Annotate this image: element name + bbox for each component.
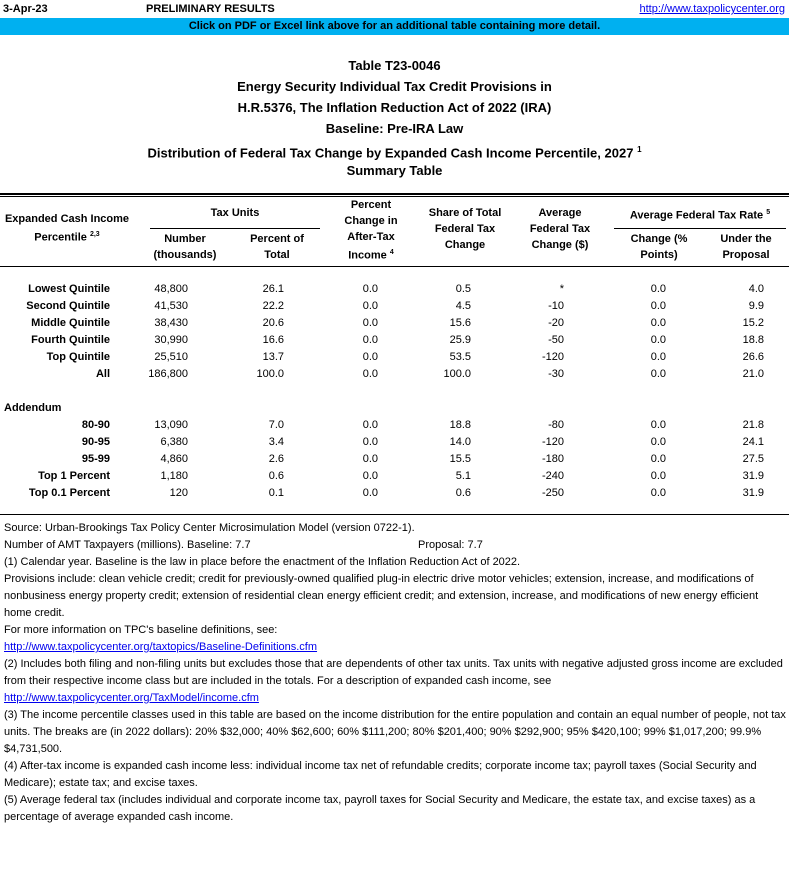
col-average-rate-group: Average Federal Tax Rate $^5$ (629, 209, 771, 222)
cell-rate-change: 0.0 (650, 453, 666, 465)
table-row (0, 485, 764, 502)
info-banner: Click on PDF or Excel link above for an additional table containing more detail. (0, 18, 789, 35)
cell-pct-change: 0.0 (362, 487, 378, 499)
footnote-1: (1) Calendar year. Baseline is the law in place before the enactment of the Inflation Reduction Act of 2022. (4, 556, 521, 568)
cell-avg-change: -30 (548, 368, 564, 380)
cell-share: 15.6 (449, 317, 471, 329)
cell-pct-change: 0.0 (362, 317, 378, 329)
col-average-change: Average Federal Tax Change ($) (529, 207, 591, 251)
cell-number: 1,180 (160, 470, 188, 482)
col-tax-units-group: Tax Units (210, 207, 260, 219)
average-rate-underline (614, 228, 786, 229)
cell-number: 30,990 (154, 334, 188, 346)
cell-pct-total: 3.4 (268, 436, 284, 448)
col-under-proposal: Under the Proposal (720, 233, 772, 261)
row-label: Lowest Quintile (28, 283, 110, 295)
cell-share: 0.6 (455, 487, 471, 499)
title-line-5: Distribution of Federal Tax Change by Expanded Cash Income Percentile, 2027 $^1$ (147, 145, 642, 161)
cell-rate-change: 0.0 (650, 436, 666, 448)
baseline-definitions-link[interactable]: http://www.taxpolicycenter.org/taxtopics/Baseline-Definitions.cfm (4, 641, 318, 653)
cell-number: 13,090 (154, 419, 188, 431)
cell-under: 18.8 (742, 334, 764, 346)
footnote-2: (2) Includes both filing and non-filing units but excludes those that are dependents of other tax units. Tax units with negative adjusted gross income are excluded from their respective income class but are included in the totals. For a description of expanded cash income, see (4, 658, 783, 687)
cell-pct-change: 0.0 (362, 453, 378, 465)
cell-avg-change: * (559, 283, 564, 295)
table-row (0, 332, 764, 349)
cell-pct-total: 20.6 (262, 317, 284, 329)
cell-rate-change: 0.0 (650, 334, 666, 346)
footnote-3: (3) The income percentile classes used in this table are based on the income distribution for the entire population and contain an equal number of people, not tax units. The breaks are (in 2022 dollars): 20% $32,000; 40% $62,600; 60% $111,200; 80% $201,400; 90% $292,900; 95% $420,100; 99% $1,017,200; 99.9% $4,731,500. (4, 709, 786, 755)
cell-rate-change: 0.0 (650, 487, 666, 499)
more-info-note: For more information on TPC's baseline definitions, see: (4, 624, 278, 636)
summary-table-label: Summary Table (346, 163, 443, 178)
cell-rate-change: 0.0 (650, 470, 666, 482)
cell-number: 120 (169, 487, 188, 499)
baseline-line: Baseline: Pre-IRA Law (325, 121, 464, 136)
header-top-rule (0, 193, 789, 195)
cell-avg-change: -250 (541, 487, 564, 499)
cell-avg-change: -50 (548, 334, 564, 346)
cell-share: 0.5 (455, 283, 471, 295)
preliminary-label: PRELIMINARY RESULTS (146, 3, 275, 15)
row-label: Second Quintile (26, 300, 110, 312)
cell-pct-total: 0.6 (268, 470, 284, 482)
cell-share: 18.8 (449, 419, 471, 431)
cell-pct-total: 26.1 (262, 283, 284, 295)
title-line-3: H.R.5376, The Inflation Reduction Act of 2022 (IRA) (237, 100, 552, 115)
cell-under: 15.2 (742, 317, 764, 329)
table-row (0, 417, 764, 434)
cell-pct-change: 0.0 (362, 283, 378, 295)
cell-pct-total: 2.6 (268, 453, 284, 465)
table-id: Table T23-0046 (348, 58, 441, 73)
cell-share: 15.5 (449, 453, 471, 465)
income-definition-link[interactable]: http://www.taxpolicycenter.org/TaxModel/income.cfm (4, 692, 259, 704)
cell-under: 9.9 (748, 300, 764, 312)
table-row-total (0, 366, 764, 383)
col-share-total: Share of Total Federal Tax Change (428, 207, 502, 251)
cell-under: 31.9 (742, 487, 764, 499)
footnotes (4, 520, 786, 826)
col-number: Number (thousands) (153, 233, 217, 261)
cell-number: 186,800 (148, 368, 188, 380)
title-line-2: Energy Security Individual Tax Credit Provisions in (237, 79, 552, 94)
cell-under: 21.8 (742, 419, 764, 431)
cell-number: 6,380 (160, 436, 188, 448)
cell-under: 21.0 (742, 368, 764, 380)
col-percent-total: Percent of Total (250, 233, 304, 261)
cell-share: 100.0 (443, 368, 471, 380)
cell-pct-total: 13.7 (262, 351, 284, 363)
cell-number: 4,860 (160, 453, 188, 465)
table-row (0, 281, 764, 298)
cell-number: 48,800 (154, 283, 188, 295)
cell-avg-change: -10 (548, 300, 564, 312)
col-income-group: Expanded Cash Income Percentile $^{2,3}$ (4, 213, 130, 244)
cell-rate-change: 0.0 (650, 351, 666, 363)
table-row (0, 468, 764, 485)
cell-rate-change: 0.0 (650, 419, 666, 431)
cell-pct-change: 0.0 (362, 436, 378, 448)
tpc-website-link[interactable]: http://www.taxpolicycenter.org (639, 3, 785, 15)
table-row (0, 349, 764, 366)
cell-share: 14.0 (449, 436, 471, 448)
cell-pct-change: 0.0 (362, 351, 378, 363)
cell-rate-change: 0.0 (650, 368, 666, 380)
cell-share: 5.1 (455, 470, 471, 482)
provisions-note: Provisions include: clean vehicle credit; credit for previously-owned qualified plug-in electric drive motor vehicles; extension, increase, and modifications of nonbusiness energy property credit; extension of residential clean energy efficient credit; and extension, increase, and modifications of new energy efficient home credit. (4, 573, 759, 619)
source-note: Source: Urban-Brookings Tax Policy Center Microsimulation Model (version 0722-1). (4, 522, 415, 534)
footnote-5: (5) Average federal tax (includes individual and corporate income tax, payroll taxes for Social Security and Medicare, the estate tax, and excise taxes) as a percentage of average expanded cash income. (4, 794, 756, 823)
cell-pct-change: 0.0 (362, 419, 378, 431)
cell-under: 26.6 (742, 351, 764, 363)
cell-pct-change: 0.0 (362, 300, 378, 312)
cell-avg-change: -80 (548, 419, 564, 431)
table-bottom-rule (0, 514, 789, 515)
cell-pct-change: 0.0 (362, 470, 378, 482)
cell-rate-change: 0.0 (650, 300, 666, 312)
table-title-block (0, 55, 789, 181)
cell-pct-total: 0.1 (268, 487, 284, 499)
row-label: Middle Quintile (31, 317, 110, 329)
cell-under: 24.1 (742, 436, 764, 448)
amt-note: Number of AMT Taxpayers (millions). Baseline: 7.7 Proposal: 7.7 (4, 539, 483, 551)
cell-number: 41,530 (154, 300, 188, 312)
row-label: 95-99 (81, 453, 110, 465)
cell-pct-total: 16.6 (262, 334, 284, 346)
table-row (0, 315, 764, 332)
addendum-heading: Addendum (4, 402, 62, 414)
row-label: Top Quintile (46, 351, 110, 363)
cell-pct-change: 0.0 (362, 368, 378, 380)
cell-share: 25.9 (449, 334, 471, 346)
cell-under: 31.9 (742, 470, 764, 482)
cell-rate-change: 0.0 (650, 317, 666, 329)
cell-under: 27.5 (742, 453, 764, 465)
footnote-4: (4) After-tax income is expanded cash income less: individual income tax net of refundable credits; corporate income tax; payroll taxes (Social Security and Medicare); estate tax; and excise taxes. (4, 760, 757, 789)
cell-pct-total: 22.2 (262, 300, 284, 312)
table-row (0, 451, 764, 468)
row-label: Top 1 Percent (38, 470, 110, 482)
cell-avg-change: -20 (548, 317, 564, 329)
col-percent-change: Percent Change in After-Tax Income $^4$ (344, 199, 398, 262)
row-label: Top 0.1 Percent (28, 487, 110, 499)
cell-pct-total: 7.0 (268, 419, 284, 431)
cell-number: 38,430 (154, 317, 188, 329)
cell-avg-change: -120 (541, 351, 564, 363)
header-bottom-rule (0, 266, 789, 267)
col-rate-change: Change (% Points) (630, 233, 688, 261)
quintile-table (0, 281, 764, 383)
cell-pct-total: 100.0 (256, 368, 284, 380)
report-date: 3-Apr-23 (3, 3, 48, 15)
cell-avg-change: -120 (541, 436, 564, 448)
row-label: Fourth Quintile (31, 334, 110, 346)
cell-share: 53.5 (449, 351, 471, 363)
cell-under: 4.0 (748, 283, 764, 295)
row-label: 90-95 (81, 436, 110, 448)
table-row (0, 298, 764, 315)
cell-number: 25,510 (154, 351, 188, 363)
cell-share: 4.5 (455, 300, 471, 312)
row-label: All (95, 368, 110, 380)
cell-avg-change: -180 (541, 453, 564, 465)
cell-pct-change: 0.0 (362, 334, 378, 346)
top-bar (0, 0, 789, 18)
cell-rate-change: 0.0 (650, 283, 666, 295)
cell-avg-change: -240 (541, 470, 564, 482)
addendum-table (0, 417, 764, 502)
tax-units-underline (150, 228, 320, 229)
row-label: 80-90 (81, 419, 110, 431)
table-row (0, 434, 764, 451)
